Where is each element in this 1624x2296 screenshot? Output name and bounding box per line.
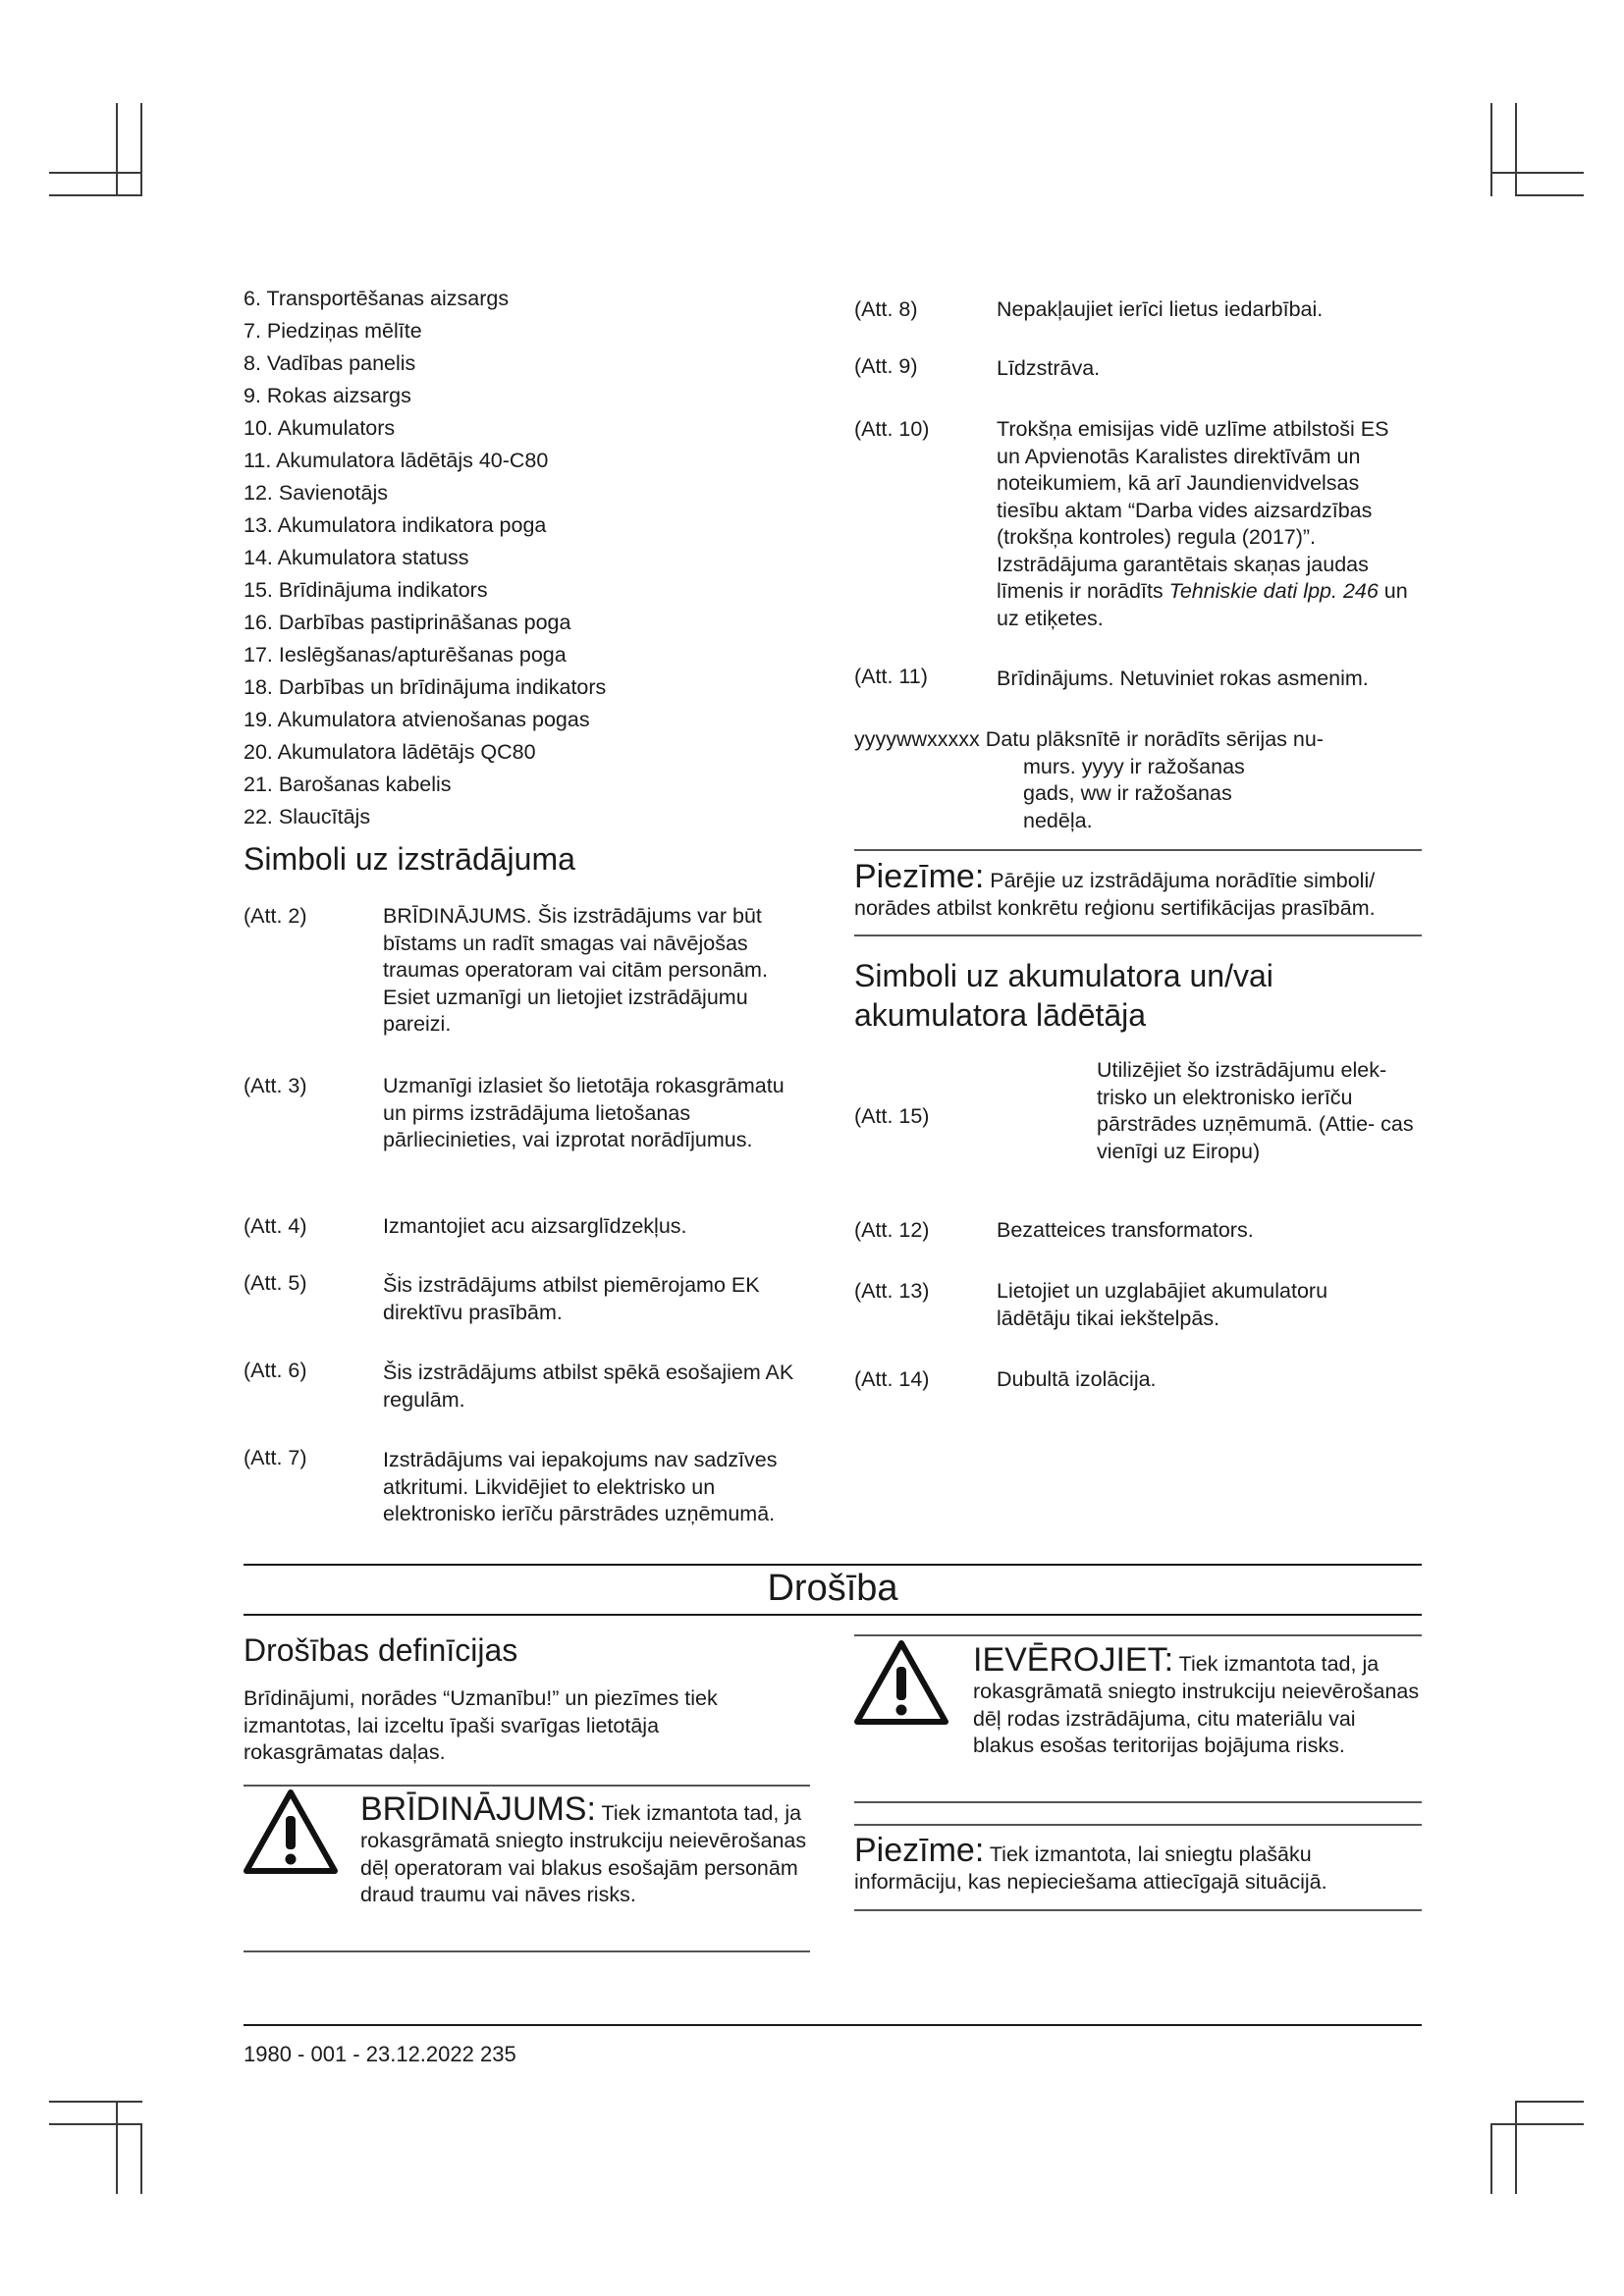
battery-symbols-heading: Simboli uz akumulatora un/vai akumulatora lādētāja xyxy=(854,958,1273,1033)
divider xyxy=(854,1801,1422,1803)
serial-info xyxy=(854,726,1424,834)
caution-label: IEVĒROJIET: xyxy=(973,1641,1174,1679)
list-item: 13. Akumulatora indikatora poga xyxy=(244,513,547,537)
symbol-ref: (Att. 12) xyxy=(854,1218,930,1242)
symbol-description: Lietojiet un uzglabājiet akumulatoru lādētāju tikai iekštelpās. xyxy=(997,1279,1328,1330)
serial-text-cont: murs. yyyy ir ražošanas gads, ww ir ražošanas nedēļa. xyxy=(1023,754,1245,832)
symbol-ref: (Att. 8) xyxy=(854,297,918,321)
warning-definition xyxy=(360,1790,807,1909)
footer xyxy=(244,2042,516,2067)
caution-text: Tiek izmantota tad, ja rokasgrāmatā sniegto instrukciju neievērošanas dēļ rodas izstrādājuma, citu materiālu vai blakus esošas teritorijas bojājuma risks. xyxy=(973,1652,1420,1757)
section-rule-top xyxy=(244,1564,1422,1566)
note-definition xyxy=(854,1832,1424,1896)
symbol-description: Izstrādājums vai iepakojums nav sadzīves atkritumi. Likvidējiet to elektrisko un elektronisko ierīču pārstrādes uzņēmumā. xyxy=(383,1448,778,1525)
symbol-ref: (Att. 10) xyxy=(854,417,930,441)
safety-intro: Brīdinājumi, norādes “Uzmanību!” un piezīmes tiek izmantotas, lai izceltu īpaši svarīgas lietotāja rokasgrāmatas daļas. xyxy=(244,1686,718,1764)
caution-definition xyxy=(973,1641,1420,1760)
list-item: 15. Brīdinājuma indikators xyxy=(244,578,488,602)
symbol-ref: (Att. 4) xyxy=(244,1214,307,1238)
symbol-description: Brīdinājums. Netuviniet rokas asmenim. xyxy=(997,667,1369,690)
symbol-description-tail: un uz etiķetes. xyxy=(997,579,1408,630)
list-item: 8. Vadības panelis xyxy=(244,351,416,375)
list-item: 6. Transportēšanas aizsargs xyxy=(244,287,510,310)
list-item: 18. Darbības un brīdinājuma indikators xyxy=(244,675,607,699)
safety-definitions-heading: Drošības definīcijas xyxy=(244,1632,518,1668)
symbol-ref: (Att. 15) xyxy=(854,1104,930,1128)
note-text: Tiek izmantota, lai sniegtu plašāku informāciju, kas nepieciešama attiecīgajā situācijā. xyxy=(854,1842,1327,1894)
list-item: 22. Slaucītājs xyxy=(244,805,371,828)
symbol-description: Līdzstrāva. xyxy=(997,356,1101,380)
symbol-description: BRĪDINĀJUMS. Šis izstrādājums var būt bīstams un radīt smagas vai nāvējošas traumas operatoram vai citām personām. Esiet uzmanīgi un lietojiet izstrādājumu pareizi. xyxy=(383,904,768,1036)
divider xyxy=(854,1909,1422,1911)
note-product-symbols xyxy=(854,858,1424,923)
symbol-description: Šis izstrādājums atbilst spēkā esošajiem AK regulām. xyxy=(383,1361,794,1412)
symbol-ref: (Att. 13) xyxy=(854,1279,930,1303)
list-item: 11. Akumulatora lādētājs 40-C80 xyxy=(244,449,549,472)
divider xyxy=(244,1950,810,1952)
symbol-description: Bezatteices transformators. xyxy=(997,1218,1254,1242)
section-rule-bottom xyxy=(244,1614,1422,1616)
caution-triangle-icon xyxy=(854,1639,948,1726)
note-label: Piezīme: xyxy=(854,1832,985,1869)
footer-rule xyxy=(244,2024,1422,2026)
parts-list xyxy=(244,283,793,833)
list-item: 20. Akumulatora lādētājs QC80 xyxy=(244,740,536,764)
list-item: 9. Rokas aizsargs xyxy=(244,384,411,407)
list-item: 19. Akumulatora atvienošanas pogas xyxy=(244,708,590,731)
product-symbols-heading: Simboli uz izstrādājuma xyxy=(244,841,575,877)
note-label: Piezīme: xyxy=(854,858,985,895)
list-item: 14. Akumulatora statuss xyxy=(244,546,469,569)
symbol-ref: (Att. 14) xyxy=(854,1367,930,1391)
divider xyxy=(854,934,1422,936)
symbol-description: Utilizējiet šo izstrādājumu elek- trisko un elektronisko ierīču pārstrādes uzņēmumā. (Attie- cas vienīgi uz Eiropu) xyxy=(1097,1058,1414,1163)
symbol-description xyxy=(997,416,1409,632)
symbol-description: Dubultā izolācija. xyxy=(997,1367,1157,1391)
warning-text: Tiek izmantota tad, ja rokasgrāmatā sniegto instrukciju neievērošanas dēļ operatoram vai blakus esošajām personām draud traumu vai nāves risks. xyxy=(360,1801,807,1906)
divider xyxy=(854,849,1422,851)
symbol-description: Nepakļaujiet ierīci lietus iedarbībai. xyxy=(997,297,1324,321)
warning-triangle-icon xyxy=(244,1789,338,1875)
symbol-ref: (Att. 9) xyxy=(854,354,918,378)
section-title: Drošība xyxy=(767,1568,898,1609)
list-item: 17. Ieslēgšanas/apturēšanas poga xyxy=(244,643,567,667)
symbol-ref: (Att. 11) xyxy=(854,665,928,688)
symbol-description: Uzmanīgi izlasiet šo lietotāja rokasgrāmatu un pirms izstrādājuma lietošanas pārliecinieties, vai izprotat norādījumus. xyxy=(383,1074,785,1151)
divider xyxy=(854,1634,1422,1636)
symbol-description-text: Trokšņa emisijas vidē uzlīme atbilstoši ES un Apvienotās Karalistes direktīvām un noteikumiem, kā arī Jaundienvidvelsas tiesību aktam “Darba vides aizsardzības (trokšņa kontroles) regula (2017)”. Izstrādājuma garantētais skaņas jaudas līmenis ir norādīts xyxy=(997,417,1389,603)
divider xyxy=(854,1824,1422,1826)
symbol-ref: (Att. 3) xyxy=(244,1074,307,1097)
list-item: 10. Akumulators xyxy=(244,416,396,440)
list-item: 12. Savienotājs xyxy=(244,481,389,505)
list-item: 21. Barošanas kabelis xyxy=(244,773,452,796)
serial-text: Datu plāksnītē ir norādīts sērijas nu- xyxy=(979,727,1324,751)
symbol-ref: (Att. 5) xyxy=(244,1271,307,1295)
document-id: 1980 - 001 - 23.12.2022 xyxy=(244,2042,474,2066)
list-item: 7. Piedziņas mēlīte xyxy=(244,319,422,343)
symbol-description: Šis izstrādājums atbilst piemērojamo EK direktīvu prasībām. xyxy=(383,1273,760,1324)
note-text: Pārējie uz izstrādājuma norādītie simboli/ norādes atbilst konkrētu reģionu sertifikācijas prasībām. xyxy=(854,869,1376,920)
warning-label: BRĪDINĀJUMS: xyxy=(360,1790,596,1828)
symbol-ref: (Att. 6) xyxy=(244,1359,307,1382)
list-item: 16. Darbības pastiprināšanas poga xyxy=(244,611,571,634)
technical-data-link[interactable]: Tehniskie dati lpp. 246 xyxy=(1168,579,1379,603)
page-number: 235 xyxy=(479,2042,516,2066)
symbol-ref: (Att. 2) xyxy=(244,904,307,928)
divider xyxy=(244,1785,810,1787)
symbol-description: Izmantojiet acu aizsarglīdzekļus. xyxy=(383,1214,687,1238)
symbol-ref: (Att. 7) xyxy=(244,1446,307,1469)
serial-code: yyyywwxxxxx xyxy=(854,727,980,751)
